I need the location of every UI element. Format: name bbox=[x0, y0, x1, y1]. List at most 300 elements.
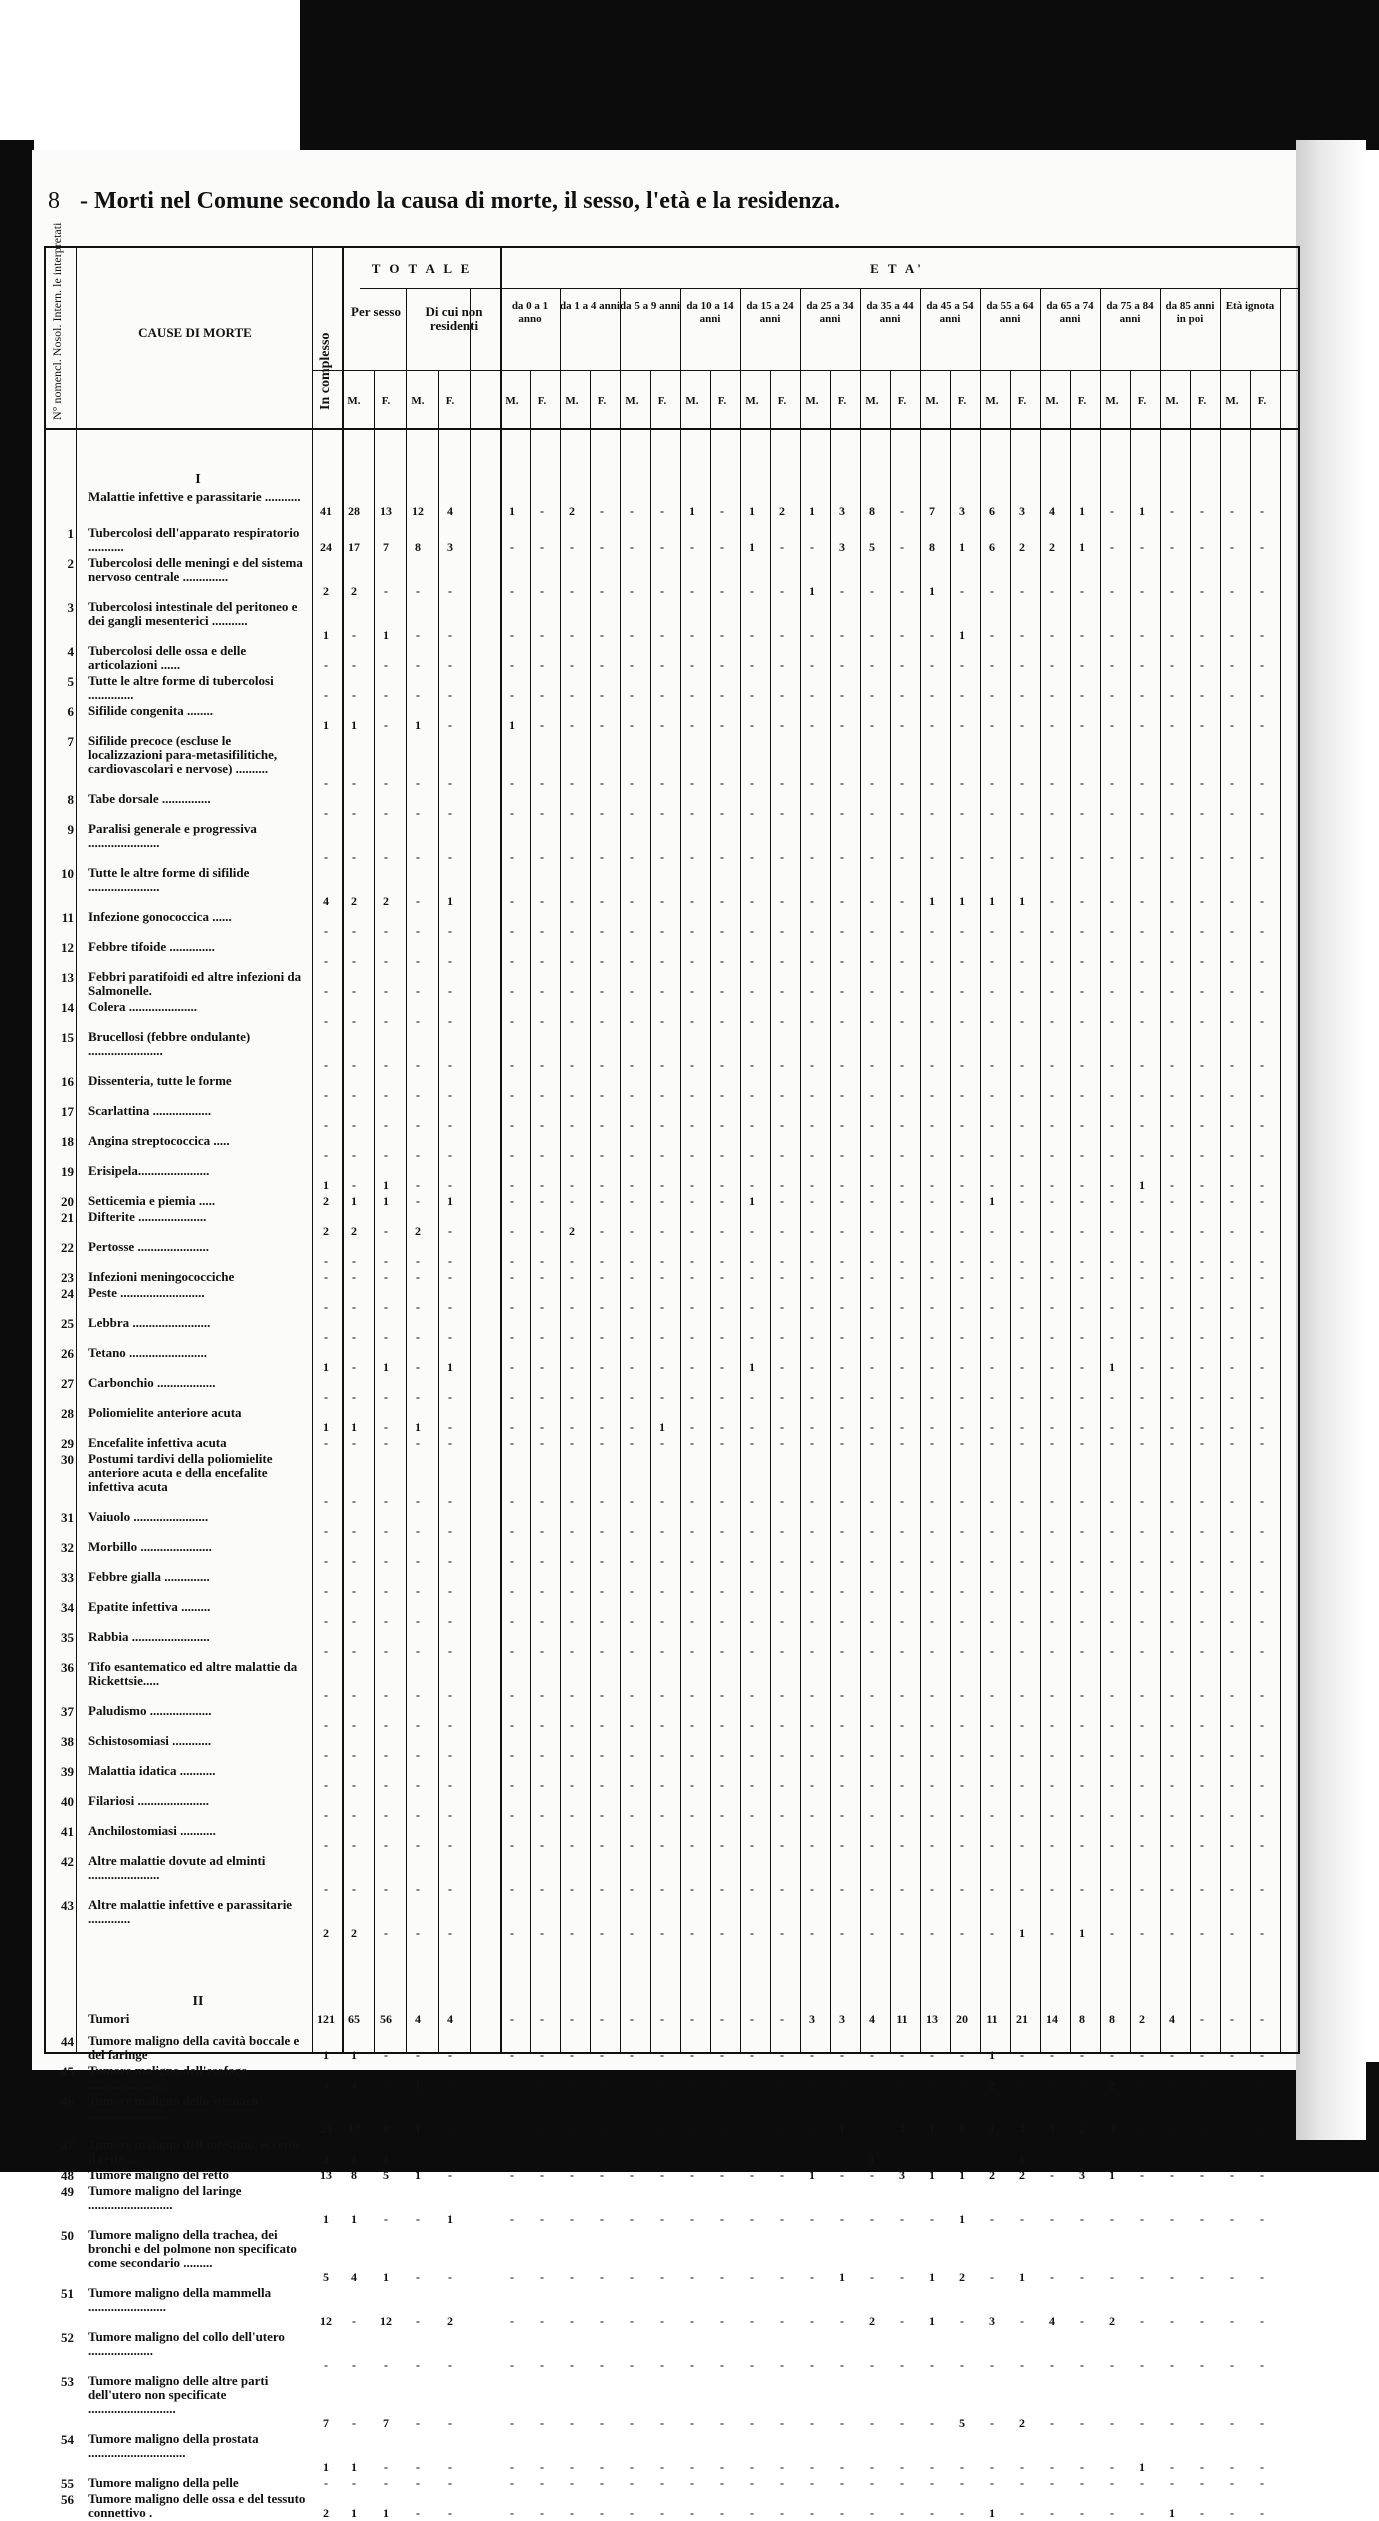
table-cell: - bbox=[720, 894, 724, 908]
table-cell: - bbox=[690, 776, 694, 790]
table-cell: - bbox=[510, 540, 514, 554]
table-cell: - bbox=[540, 1838, 544, 1852]
table-cell: - bbox=[1050, 1058, 1054, 1072]
section-total-value: - bbox=[1260, 2012, 1264, 2026]
f-header: F. bbox=[717, 395, 727, 407]
table-cell: - bbox=[1110, 2048, 1114, 2062]
table-cell: - bbox=[960, 1524, 964, 1538]
table-cell: - bbox=[510, 2476, 514, 2490]
table-cell: 4 bbox=[351, 2078, 357, 2092]
table-cell: - bbox=[870, 1882, 874, 1896]
table-cell: - bbox=[690, 1614, 694, 1628]
table-cell: - bbox=[510, 1436, 514, 1450]
table-cell: - bbox=[660, 1688, 664, 1702]
table-cell: - bbox=[660, 924, 664, 938]
table-cell: - bbox=[540, 1882, 544, 1896]
table-cell: - bbox=[720, 1058, 724, 1072]
table-cell: - bbox=[930, 2476, 934, 2490]
table-cell: - bbox=[600, 718, 604, 732]
table-cell: - bbox=[870, 1748, 874, 1762]
table-cell: - bbox=[1140, 1688, 1144, 1702]
table-cell: - bbox=[352, 776, 356, 790]
table-cell: - bbox=[960, 2358, 964, 2372]
table-cell: - bbox=[840, 2048, 844, 2062]
age-group-header: da 0 a 1 anno bbox=[511, 300, 549, 325]
table-cell: - bbox=[1020, 1584, 1024, 1598]
table-cell: - bbox=[750, 718, 754, 732]
rule-age-col bbox=[710, 370, 711, 2054]
table-cell: - bbox=[448, 1330, 452, 1344]
table-cell: - bbox=[1230, 894, 1234, 908]
cause-label: Infezione gonococcica ...... bbox=[88, 909, 232, 924]
table-cell: - bbox=[810, 1300, 814, 1314]
table-cell: - bbox=[960, 1494, 964, 1508]
table-cell: - bbox=[750, 1300, 754, 1314]
table-cell: - bbox=[1110, 1882, 1114, 1896]
section-total-value: 6 bbox=[989, 504, 995, 518]
table-cell: - bbox=[840, 2168, 844, 2182]
table-cell: - bbox=[416, 1614, 420, 1628]
table-cell: - bbox=[352, 850, 356, 864]
per-sesso-header: Per sesso bbox=[351, 304, 401, 319]
table-cell: - bbox=[990, 1436, 994, 1450]
table-cell: - bbox=[810, 2212, 814, 2226]
table-cell: - bbox=[1200, 2122, 1204, 2136]
table-cell: - bbox=[570, 1148, 574, 1162]
section-total-value: - bbox=[630, 2012, 634, 2026]
table-cell: - bbox=[750, 1436, 754, 1450]
age-group-header: da 5 a 9 anni bbox=[620, 300, 680, 312]
table-cell: - bbox=[720, 984, 724, 998]
row-number: 10 bbox=[61, 866, 74, 881]
table-cell: - bbox=[384, 1254, 388, 1268]
table-cell: - bbox=[600, 1748, 604, 1762]
table-cell: - bbox=[1140, 658, 1144, 672]
table-cell: - bbox=[990, 954, 994, 968]
table-cell: - bbox=[540, 1224, 544, 1238]
table-cell: - bbox=[1230, 540, 1234, 554]
table-cell: - bbox=[1170, 1524, 1174, 1538]
table-cell: 4 bbox=[351, 2270, 357, 2284]
table-cell: - bbox=[630, 1014, 634, 1028]
table-cell: - bbox=[900, 1644, 904, 1658]
m-header: M. bbox=[925, 395, 939, 407]
table-cell: - bbox=[1140, 1360, 1144, 1374]
table-cell: - bbox=[384, 850, 388, 864]
table-cell: - bbox=[840, 1014, 844, 1028]
table-cell: - bbox=[324, 1058, 328, 1072]
cause-label: Sifilide congenita ........ bbox=[88, 703, 213, 718]
table-cell: - bbox=[416, 924, 420, 938]
table-cell: - bbox=[930, 850, 934, 864]
table-cell: - bbox=[960, 1420, 964, 1434]
table-cell: - bbox=[660, 1270, 664, 1284]
table-cell: - bbox=[448, 1420, 452, 1434]
table-cell: - bbox=[1230, 1148, 1234, 1162]
table-cell: - bbox=[510, 1644, 514, 1658]
table-cell: - bbox=[780, 1118, 784, 1132]
table-cell: - bbox=[510, 1926, 514, 1940]
row-number: 14 bbox=[61, 1000, 74, 1015]
table-cell: - bbox=[416, 984, 420, 998]
table-cell: - bbox=[720, 1148, 724, 1162]
table-cell: - bbox=[1140, 894, 1144, 908]
table-cell: - bbox=[810, 2078, 814, 2092]
table-cell: - bbox=[416, 2460, 420, 2474]
table-cell: - bbox=[1110, 1194, 1114, 1208]
table-cell: - bbox=[1140, 1148, 1144, 1162]
table-cell: - bbox=[690, 658, 694, 672]
table-cell: - bbox=[1200, 2416, 1204, 2430]
table-cell: - bbox=[1080, 924, 1084, 938]
table-cell: - bbox=[1260, 2048, 1264, 2062]
table-cell: - bbox=[1200, 2506, 1204, 2520]
table-cell: - bbox=[1140, 1436, 1144, 1450]
table-cell: - bbox=[1020, 1330, 1024, 1344]
table-cell: - bbox=[1230, 1014, 1234, 1028]
section-total-value: - bbox=[1200, 504, 1204, 518]
table-cell: - bbox=[810, 984, 814, 998]
table-cell: - bbox=[930, 1300, 934, 1314]
table-cell: 1 bbox=[415, 2078, 421, 2092]
table-cell: - bbox=[1170, 1778, 1174, 1792]
table-cell: - bbox=[570, 2168, 574, 2182]
table-cell: - bbox=[1080, 2506, 1084, 2520]
table-cell: - bbox=[930, 1926, 934, 1940]
table-cell: - bbox=[600, 1494, 604, 1508]
table-cell: - bbox=[540, 984, 544, 998]
table-cell: 1 bbox=[929, 2168, 935, 2182]
table-cell: - bbox=[780, 1330, 784, 1344]
table-cell: - bbox=[352, 1436, 356, 1450]
totale-header: T O T A L E bbox=[371, 261, 473, 276]
table-cell: - bbox=[930, 1360, 934, 1374]
table-cell: - bbox=[1050, 2212, 1054, 2226]
table-cell: - bbox=[324, 1778, 328, 1792]
table-cell: - bbox=[840, 628, 844, 642]
table-cell: - bbox=[1170, 1254, 1174, 1268]
table-cell: - bbox=[1050, 954, 1054, 968]
table-cell: - bbox=[1020, 658, 1024, 672]
table-cell: - bbox=[870, 850, 874, 864]
table-cell: - bbox=[384, 1688, 388, 1702]
table-cell: - bbox=[448, 1118, 452, 1132]
table-cell: - bbox=[1020, 1748, 1024, 1762]
table-cell: - bbox=[720, 1330, 724, 1344]
table-cell: - bbox=[1020, 1644, 1024, 1658]
table-cell: - bbox=[510, 1748, 514, 1762]
table-cell: - bbox=[930, 628, 934, 642]
table-cell: - bbox=[750, 1748, 754, 1762]
table-cell: - bbox=[1110, 540, 1114, 554]
table-cell: - bbox=[870, 1224, 874, 1238]
table-cell: 1 bbox=[323, 2212, 329, 2226]
table-cell: - bbox=[1200, 2048, 1204, 2062]
table-cell: - bbox=[810, 1058, 814, 1072]
cause-label: Tumore maligno dell'esofago ........................ bbox=[88, 2063, 248, 2092]
table-cell: - bbox=[324, 984, 328, 998]
table-cell: - bbox=[1110, 1300, 1114, 1314]
table-cell: 3 bbox=[989, 2314, 995, 2328]
table-cell: - bbox=[690, 1524, 694, 1538]
table-cell: 1 bbox=[323, 1360, 329, 1374]
table-cell: - bbox=[1260, 1390, 1264, 1404]
table-cell: - bbox=[690, 2122, 694, 2136]
table-cell: - bbox=[1200, 1300, 1204, 1314]
table-cell: - bbox=[720, 658, 724, 672]
table-cell: - bbox=[930, 658, 934, 672]
table-cell: 1 bbox=[1109, 2168, 1115, 2182]
table-cell: - bbox=[930, 718, 934, 732]
table-cell: - bbox=[384, 1118, 388, 1132]
section-total-value: - bbox=[630, 504, 634, 518]
table-cell: - bbox=[690, 1148, 694, 1162]
table-cell: - bbox=[780, 1014, 784, 1028]
table-cell: - bbox=[416, 1926, 420, 1940]
table-cell: - bbox=[1200, 1882, 1204, 1896]
table-cell: - bbox=[870, 2416, 874, 2430]
table-cell: - bbox=[660, 2122, 664, 2136]
table-cell: - bbox=[540, 1614, 544, 1628]
table-cell: - bbox=[900, 1748, 904, 1762]
table-cell: - bbox=[840, 1584, 844, 1598]
row-number: 2 bbox=[67, 556, 74, 571]
table-cell: - bbox=[870, 1554, 874, 1568]
rule-age-col bbox=[1010, 370, 1011, 2054]
table-cell: - bbox=[900, 1614, 904, 1628]
row-number: 5 bbox=[67, 674, 74, 689]
m-header: M. bbox=[865, 395, 879, 407]
table-cell: - bbox=[690, 1058, 694, 1072]
table-cell: - bbox=[990, 1420, 994, 1434]
table-cell: - bbox=[750, 1014, 754, 1028]
table-cell: - bbox=[448, 806, 452, 820]
table-cell: - bbox=[1080, 1178, 1084, 1192]
table-cell: - bbox=[1140, 806, 1144, 820]
table-cell: 7 bbox=[383, 2416, 389, 2430]
section-total-value: 4 bbox=[447, 504, 453, 518]
table-cell: - bbox=[780, 1254, 784, 1268]
table-cell: - bbox=[1260, 2314, 1264, 2328]
table-cell: - bbox=[540, 1360, 544, 1374]
table-cell: - bbox=[1080, 1584, 1084, 1598]
table-cell: 8 bbox=[415, 540, 421, 554]
cause-label: Tubercolosi delle ossa e delle articolazioni ...... bbox=[88, 643, 247, 672]
table-cell: 2 bbox=[323, 2506, 329, 2520]
table-cell: - bbox=[1170, 2168, 1174, 2182]
table-cell: - bbox=[324, 1614, 328, 1628]
table-cell: - bbox=[1260, 1014, 1264, 1028]
table-cell: - bbox=[1050, 1390, 1054, 1404]
table-cell: - bbox=[416, 1748, 420, 1762]
f-header: F. bbox=[1017, 395, 1027, 407]
table-cell: - bbox=[1230, 776, 1234, 790]
table-cell: - bbox=[690, 1494, 694, 1508]
table-cell: - bbox=[960, 1390, 964, 1404]
table-cell: - bbox=[324, 806, 328, 820]
row-number: 28 bbox=[61, 1406, 74, 1421]
table-cell: 12 bbox=[380, 2314, 392, 2328]
table-cell: - bbox=[600, 2212, 604, 2226]
table-cell: - bbox=[810, 1014, 814, 1028]
table-cell: - bbox=[600, 1014, 604, 1028]
table-cell: - bbox=[630, 1688, 634, 1702]
table-cell: - bbox=[990, 2358, 994, 2372]
section-total-value: 1 bbox=[1079, 504, 1085, 518]
table-cell: - bbox=[720, 1254, 724, 1268]
table-cell: - bbox=[1080, 2048, 1084, 2062]
row-number: 21 bbox=[61, 1210, 74, 1225]
table-cell: - bbox=[810, 924, 814, 938]
row-number: 55 bbox=[61, 2476, 74, 2491]
table-cell: - bbox=[870, 1436, 874, 1450]
table-cell: - bbox=[384, 1148, 388, 1162]
table-cell: - bbox=[810, 1554, 814, 1568]
table-cell: - bbox=[1200, 1614, 1204, 1628]
table-cell: - bbox=[1080, 894, 1084, 908]
row-number: 26 bbox=[61, 1346, 74, 1361]
table-cell: - bbox=[1080, 718, 1084, 732]
table-cell: - bbox=[690, 2270, 694, 2284]
table-cell: - bbox=[416, 2476, 420, 2490]
table-cell: - bbox=[324, 1882, 328, 1896]
table-cell: - bbox=[810, 1194, 814, 1208]
table-cell: - bbox=[750, 1584, 754, 1598]
table-cell: - bbox=[540, 1436, 544, 1450]
table-cell: 1 bbox=[749, 1194, 755, 1208]
table-cell: - bbox=[750, 2476, 754, 2490]
table-cell: - bbox=[780, 2416, 784, 2430]
table-cell: - bbox=[1110, 924, 1114, 938]
row-number: 40 bbox=[61, 1794, 74, 1809]
table-cell: - bbox=[1140, 1748, 1144, 1762]
table-cell: - bbox=[630, 1088, 634, 1102]
table-cell: - bbox=[810, 2476, 814, 2490]
table-cell: - bbox=[570, 1494, 574, 1508]
table-cell: - bbox=[1110, 1688, 1114, 1702]
table-cell: - bbox=[1050, 1330, 1054, 1344]
cause-label: Tumore maligno dello stomaco ......................... bbox=[88, 2093, 259, 2122]
table-cell: - bbox=[780, 658, 784, 672]
table-cell: - bbox=[690, 1088, 694, 1102]
table-cell: - bbox=[352, 954, 356, 968]
table-cell: - bbox=[1050, 1494, 1054, 1508]
table-cell: - bbox=[840, 1118, 844, 1132]
table-cell: - bbox=[720, 2460, 724, 2474]
table-cell: 1 bbox=[323, 628, 329, 642]
table-cell: - bbox=[1140, 776, 1144, 790]
table-cell: 3 bbox=[1109, 2122, 1115, 2136]
table-cell: - bbox=[870, 628, 874, 642]
table-cell: - bbox=[448, 1088, 452, 1102]
table-cell: - bbox=[1020, 1420, 1024, 1434]
table-cell: - bbox=[840, 2314, 844, 2328]
table-cell: - bbox=[1200, 1148, 1204, 1162]
table-cell: - bbox=[990, 1270, 994, 1284]
table-cell: - bbox=[900, 1178, 904, 1192]
table-cell: - bbox=[960, 2460, 964, 2474]
section-total-value: 3 bbox=[1019, 504, 1025, 518]
table-cell: - bbox=[448, 2048, 452, 2062]
table-cell: - bbox=[780, 2506, 784, 2520]
table-cell: - bbox=[448, 718, 452, 732]
table-cell: - bbox=[1230, 1178, 1234, 1192]
table-cell: - bbox=[1260, 1420, 1264, 1434]
table-cell: - bbox=[660, 1178, 664, 1192]
table-cell: - bbox=[930, 2460, 934, 2474]
table-cell: - bbox=[1260, 2078, 1264, 2092]
table-cell: - bbox=[448, 1014, 452, 1028]
table-cell: - bbox=[352, 1748, 356, 1762]
table-cell: - bbox=[510, 1718, 514, 1732]
table-cell: - bbox=[750, 2358, 754, 2372]
table-cell: - bbox=[570, 1390, 574, 1404]
table-cell: - bbox=[384, 1088, 388, 1102]
table-cell: - bbox=[540, 2506, 544, 2520]
table-cell: - bbox=[870, 984, 874, 998]
table-cell: - bbox=[660, 2048, 664, 2062]
table-cell: - bbox=[1140, 1270, 1144, 1284]
table-cell: - bbox=[870, 1524, 874, 1538]
table-cell: - bbox=[1020, 1058, 1024, 1072]
table-cell: - bbox=[870, 1254, 874, 1268]
table-cell: - bbox=[570, 2460, 574, 2474]
table-cell: - bbox=[1170, 628, 1174, 642]
table-cell: - bbox=[630, 688, 634, 702]
page-number: 8 bbox=[48, 188, 60, 214]
table-cell: - bbox=[690, 1554, 694, 1568]
table-cell: 4 bbox=[899, 2122, 905, 2136]
table-cell: - bbox=[750, 628, 754, 642]
table-cell: 1 bbox=[959, 2168, 965, 2182]
row-number: 53 bbox=[61, 2374, 74, 2389]
table-cell: - bbox=[900, 1584, 904, 1598]
table-cell: 25 bbox=[320, 2122, 332, 2136]
table-cell: - bbox=[416, 2416, 420, 2430]
row-number: 43 bbox=[61, 1898, 74, 1913]
table-cell: - bbox=[1110, 1148, 1114, 1162]
table-cell: - bbox=[1080, 1270, 1084, 1284]
table-cell: - bbox=[810, 718, 814, 732]
row-number: 27 bbox=[61, 1376, 74, 1391]
f-header: F. bbox=[837, 395, 847, 407]
table-cell: - bbox=[900, 658, 904, 672]
table-cell: - bbox=[930, 1270, 934, 1284]
table-cell: - bbox=[1260, 1644, 1264, 1658]
table-cell: - bbox=[570, 954, 574, 968]
table-cell: - bbox=[570, 894, 574, 908]
table-cell: - bbox=[352, 1300, 356, 1314]
table-cell: - bbox=[1230, 1058, 1234, 1072]
table-cell: - bbox=[900, 1148, 904, 1162]
table-cell: - bbox=[1080, 1554, 1084, 1568]
table-cell: - bbox=[810, 1420, 814, 1434]
table-cell: 1 bbox=[1109, 1360, 1115, 1374]
table-cell: - bbox=[1260, 1926, 1264, 1940]
table-cell: - bbox=[720, 2476, 724, 2490]
cause-label: Difterite ..................... bbox=[88, 1209, 207, 1224]
m-header: M. bbox=[625, 395, 639, 407]
table-cell: - bbox=[870, 1270, 874, 1284]
m-header: M. bbox=[565, 395, 579, 407]
table-cell: - bbox=[840, 718, 844, 732]
table-cell: - bbox=[1260, 658, 1264, 672]
table-cell: - bbox=[660, 2506, 664, 2520]
table-cell: - bbox=[510, 1360, 514, 1374]
table-cell: - bbox=[960, 1838, 964, 1852]
table-cell: - bbox=[750, 2152, 754, 2166]
table-cell: - bbox=[960, 1644, 964, 1658]
